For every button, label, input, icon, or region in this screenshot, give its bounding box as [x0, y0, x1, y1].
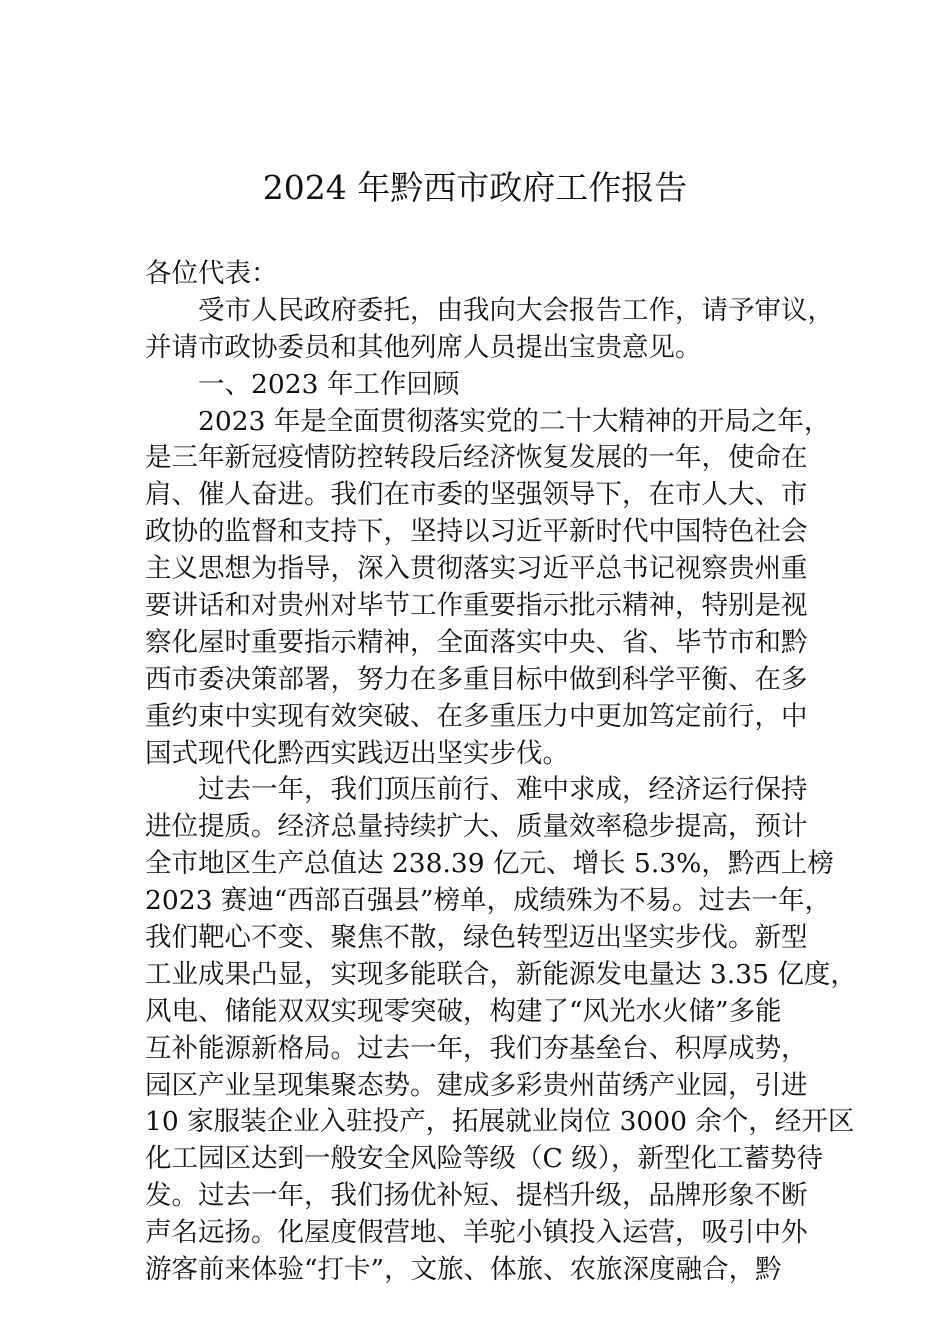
paragraph-line: 2023 赛迪“西部百强县”榜单，成绩殊为不易。过去一年，	[145, 885, 831, 917]
paragraph-line: 全市地区生产总值达 238.39 亿元、增长 5.3%，黔西上榜	[145, 848, 834, 880]
paragraph-line: 并请市政协委员和其他列席人员提出宝贵意见。	[145, 331, 702, 363]
paragraph-line: 过去一年，我们顶压前行、难中求成，经济运行保持	[198, 774, 808, 806]
paragraph-line: 互补能源新格局。过去一年，我们夯基垒台、积厚成势，	[145, 1032, 808, 1064]
paragraph-line: 察化屋时重要指示精神，全面落实中央、省、毕节市和黔	[145, 626, 808, 658]
paragraph-line: 进位提质。经济总量持续扩大、质量效率稳步提高，预计	[145, 811, 808, 843]
paragraph-line: 受市人民政府委托，由我向大会报告工作，请予审议，	[198, 294, 834, 326]
paragraph-line: 工业成果凸显，实现多能联合，新能源发电量达 3.35 亿度，	[145, 958, 857, 990]
paragraph-line: 发。过去一年，我们扬优补短、提档升级，品牌形象不断	[145, 1180, 808, 1212]
paragraph-line: 园区产业呈现集聚态势。建成多彩贵州苗绣产业园，引进	[145, 1069, 808, 1101]
paragraph-line: 10 家服装企业入驻投产，拓展就业岗位 3000 余个，经开区	[145, 1106, 855, 1138]
paragraph-line: 政协的监督和支持下，坚持以习近平新时代中国特色社会	[145, 516, 808, 548]
paragraph-line: 西市委决策部署，努力在多重目标中做到科学平衡、在多	[145, 663, 808, 695]
paragraph-line: 重约束中实现有效突破、在多重压力中更加笃定前行，中	[145, 700, 808, 732]
paragraph-line: 声名远扬。化屋度假营地、羊驼小镇投入运营，吸引中外	[145, 1217, 808, 1249]
document-title: 2024 年黔西市政府工作报告	[262, 168, 688, 207]
paragraph-line: 主义思想为指导，深入贯彻落实习近平总书记视察贵州重	[145, 553, 808, 585]
paragraph-line: 化工园区达到一般安全风险等级（C 级），新型化工蓄势待	[145, 1143, 823, 1175]
paragraph-line: 一、2023 年工作回顾	[198, 368, 460, 400]
salutation: 各位代表：	[145, 258, 278, 289]
paragraph-line: 2023 年是全面贯彻落实党的二十大精神的开局之年，	[198, 405, 831, 437]
paragraph-line: 国式现代化黔西实践迈出坚实步伐。	[145, 737, 569, 769]
paragraph-line: 游客前来体验“打卡”，文旅、体旅、农旅深度融合，黔	[145, 1254, 782, 1286]
paragraph-line: 肩、催人奋进。我们在市委的坚强领导下，在市人大、市	[145, 479, 808, 511]
paragraph-line: 我们靶心不变、聚焦不散，绿色转型迈出坚实步伐。新型	[145, 922, 808, 954]
document-body	[145, 256, 857, 1289]
paragraph-line: 要讲话和对贵州对毕节工作重要指示批示精神，特别是视	[145, 590, 808, 622]
paragraph-line: 是三年新冠疫情防控转段后经济恢复发展的一年，使命在	[145, 442, 808, 474]
paragraph-line: 风电、储能双双实现零突破，构建了“风光水火储”多能	[145, 995, 782, 1027]
